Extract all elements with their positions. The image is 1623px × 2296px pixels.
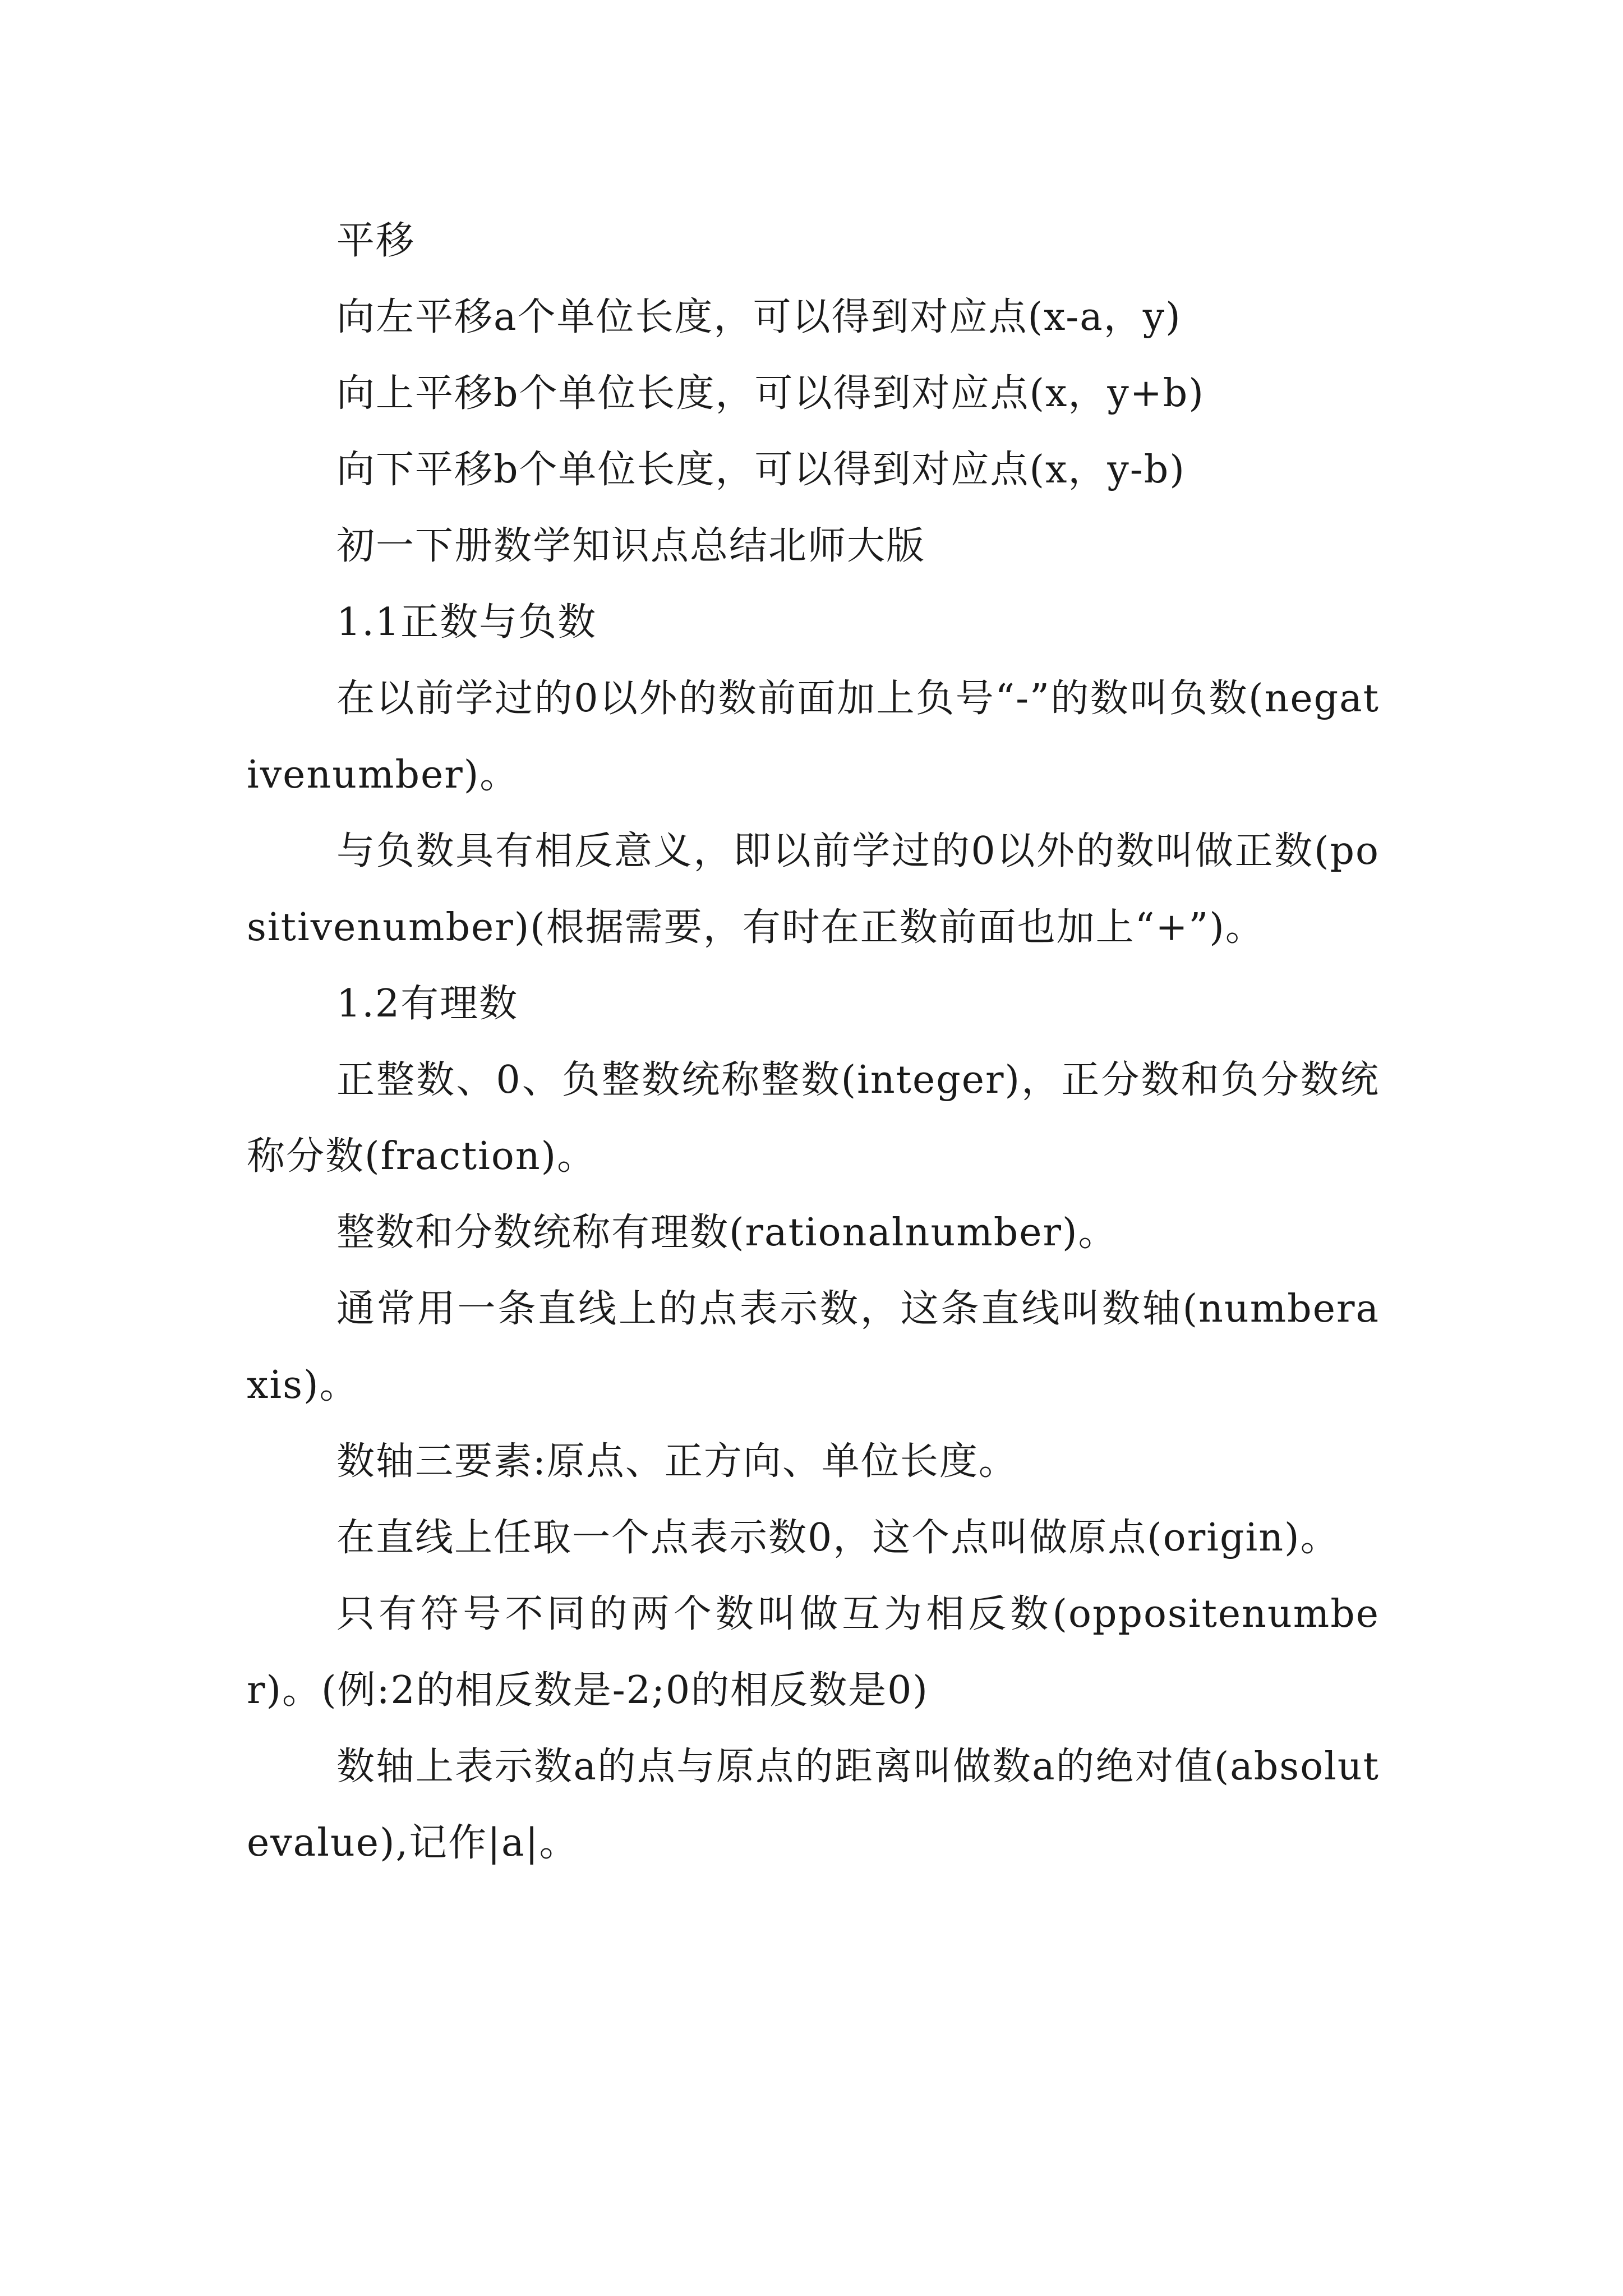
document-body [247,203,1380,1881]
paragraph-heading-1-2: 1.2有理数 [336,982,519,1026]
paragraph-origin: 在直线上任取一个点表示数0，这个点叫做原点(origin)。 [336,1516,1340,1560]
paragraph-translation-heading: 平移 [336,219,416,263]
paragraph-negative-number: 在以前学过的0以外的数前面加上负号“-”的数叫负数(negativenumber)。 [247,677,1380,797]
paragraph-opposite-number: 只有符号不同的两个数叫做互为相反数(oppositenumber)。(例:2的相反数是-2;0的相反数是0) [247,1592,1380,1713]
paragraph-shift-left: 向左平移a个单位长度，可以得到对应点(x-a，y) [336,295,1182,339]
paragraph-rational-number: 整数和分数统称有理数(rationalnumber)。 [336,1211,1118,1255]
paragraph-integer-fraction: 正整数、0、负整数统称整数(integer)，正分数和负分数统称分数(fraction)。 [247,1058,1380,1179]
paragraph-shift-down: 向下平移b个单位长度，可以得到对应点(x，y-b) [336,448,1186,492]
paragraph-shift-up: 向上平移b个单位长度，可以得到对应点(x，y+b) [336,371,1205,416]
paragraph-absolute-value: 数轴上表示数a的点与原点的距离叫做数a的绝对值(absolutevalue),记作|a|。 [247,1745,1380,1865]
paragraph-axis-elements: 数轴三要素:原点、正方向、单位长度。 [336,1439,1018,1484]
paragraph-number-axis: 通常用一条直线上的点表示数，这条直线叫数轴(numberaxis)。 [247,1287,1380,1407]
paragraph-section-title: 初一下册数学知识点总结北师大版 [336,524,926,568]
paragraph-heading-1-1: 1.1正数与负数 [336,600,597,645]
paragraph-positive-number: 与负数具有相反意义，即以前学过的0以外的数叫做正数(positivenumber)(根据需要，有时在正数前面也加上“+”)。 [247,829,1380,950]
